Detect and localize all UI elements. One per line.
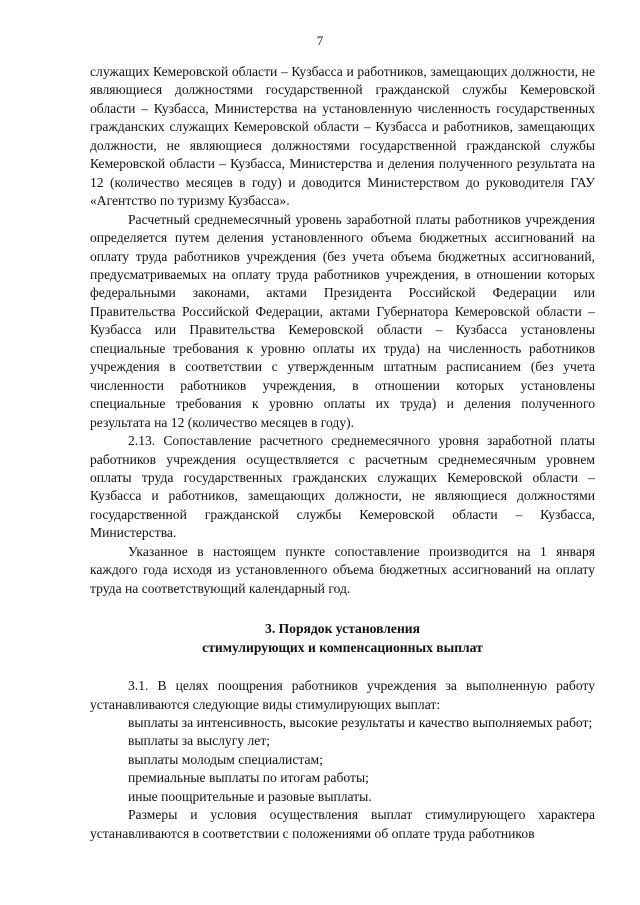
paragraph-average-salary: Расчетный среднемесячный уровень заработной платы работников учреждения определяется путем деления установленного объема бюджетных ассигнований на оплату труда работников учреждения (без учета объема бюджетных ассигнований, предусматриваемых на оплату труда работников учреждения, в отношении которых федеральными законами, актами Президента Российской Федерации или Правительства Российской Федерации, актами Губернатора Кемеровской области – Кузбасса или Правительства Кемеровской области – Кузбасса установлены специальные требования к уровню оплаты их труда) на численность работников учреждения в соответствии с утвержденным штатным расписанием (без учета численности работников учреждения, в отношении которых установлены специальные требования к уровню оплаты их труда) и деления полученного результата на 12 (количество месяцев в году). bbox=[90, 211, 595, 430]
document-body bbox=[90, 63, 595, 843]
paragraph-3-1: 3.1. В целях поощрения работников учреждения за выполненную работу устанавливаются следующие виды стимулирующих выплат: bbox=[90, 678, 595, 712]
list-item-seniority: выплаты за выслугу лет; bbox=[128, 733, 271, 749]
paragraph-comparison-date: Указанное в настоящем пункте сопоставление производится на 1 января каждого года исходя из установленного объема бюджетных ассигнований на оплату труда на соответствующий календарный год. bbox=[90, 543, 595, 596]
paragraph-continuation: служащих Кемеровской области – Кузбасса и работников, замещающих должности, не являющиеся должностями государственной гражданской службы Кемеровской области – Кузбасса, Министерства на установленную численность государственных гражданских служащих Кемеровской области – Кузбасса и работников, замещающих должности, не являющиеся должностями государственной гражданской службы Кемеровской области – Кузбасса, Министерства и деления полученного результата на 12 (количество месяцев в году) и доводится Министерством до руководителя ГАУ «Агентство по туризму Кузбасса». bbox=[90, 64, 595, 209]
section-heading-line-2: стимулирующих и компенсационных выплат bbox=[202, 639, 483, 655]
section-heading-line-1: 3. Порядок установления bbox=[265, 621, 420, 637]
list-item-intensity: выплаты за интенсивность, высокие результаты и качество выполняемых работ; bbox=[128, 714, 593, 730]
list-item-young-specialists: выплаты молодым специалистам; bbox=[128, 751, 323, 767]
list-item-other-payments: иные поощрительные и разовые выплаты. bbox=[128, 788, 372, 804]
paragraph-payment-conditions: Размеры и условия осуществления выплат стимулирующего характера устанавливаются в соответствии с положениями об оплате труда работников bbox=[90, 807, 595, 841]
page-number: 7 bbox=[316, 33, 324, 48]
paragraph-2-13: 2.13. Сопоставление расчетного среднемесячного уровня заработной платы работников учреждения осуществляется с расчетным среднемесячным уровнем оплаты труда государственных гражданских служащих Кемеровской области – Кузбасса и работников, замещающих должности, не являющиеся должностями государственной гражданской службы Кемеровской области – Кузбасса, Министерства. bbox=[90, 433, 595, 541]
list-item-bonus: премиальные выплаты по итогам работы; bbox=[128, 770, 369, 786]
section-heading bbox=[90, 620, 595, 657]
